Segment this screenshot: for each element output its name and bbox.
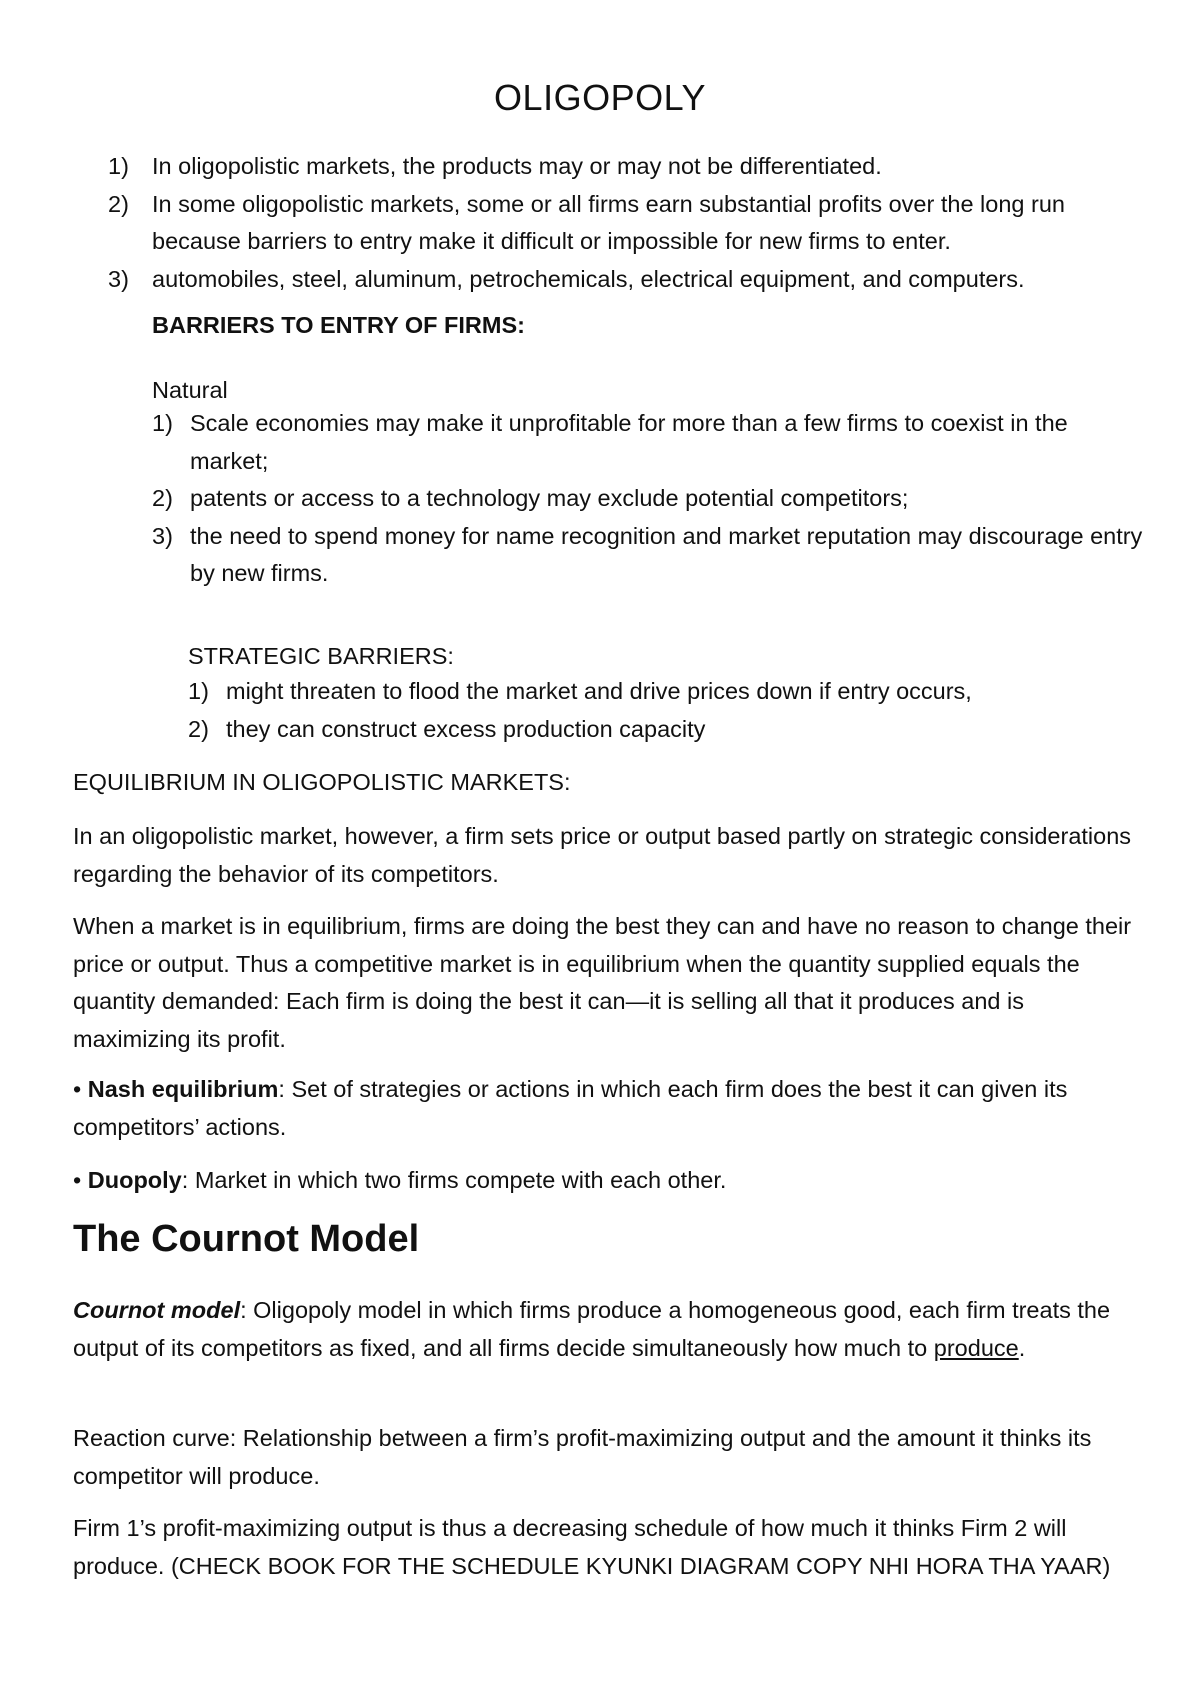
list-item: [152, 480, 1152, 518]
list-number: 1): [152, 410, 173, 436]
bullet: •: [73, 1076, 88, 1102]
list-item: [188, 673, 1138, 711]
list-number: 2): [188, 715, 209, 742]
barriers-heading: BARRIERS TO ENTRY OF FIRMS:: [152, 312, 525, 338]
list-text: they can construct excess production capacity: [226, 715, 706, 742]
list-item: [108, 261, 1138, 299]
list-item: [108, 186, 1138, 261]
definition-end: .: [1018, 1334, 1026, 1361]
term-cournot-model: Cournot model: [73, 1297, 241, 1323]
strategic-label: STRATEGIC BARRIERS:: [188, 643, 454, 669]
list-number: 3): [152, 522, 173, 549]
list-text: In some oligopolistic markets, some or all firms earn substantial profits over the long run because barriers to entry make it difficult or impossible for new firms to enter.: [152, 190, 1065, 254]
list-number: 1): [188, 678, 209, 704]
intro-list: [108, 148, 1138, 298]
natural-barriers-list: [152, 405, 1152, 593]
strategic-barriers-list: [188, 673, 1138, 748]
list-number: 2): [108, 190, 129, 217]
underlined-word: produce: [933, 1334, 1019, 1361]
duopoly-definition: [73, 1162, 1143, 1200]
cournot-heading: The Cournot Model: [73, 1218, 420, 1260]
equilibrium-heading: EQUILIBRIUM IN OLIGOPOLISTIC MARKETS:: [73, 769, 571, 795]
page-title: OLIGOPOLY: [494, 77, 706, 118]
firm1-paragraph: Firm 1’s profit-maximizing output is thus a decreasing schedule of how much it thinks Firm 2 will produce. (CHECK BOOK FOR THE SCHEDULE KYUNKI DIAGRAM COPY NHI HORA THA YAAR): [73, 1515, 1111, 1579]
list-item: [152, 518, 1152, 593]
cournot-model-definition: [73, 1292, 1143, 1367]
list-item: [188, 711, 1138, 749]
definition-text: : Oligopoly model in which firms produce a homogeneous good, each firm treats the output of its competitors as fixed, and all firms decide simultaneously how much to: [73, 1297, 1111, 1361]
definition-text: : Set of strategies or actions in which each firm does the best it can given its competitors’ actions.: [73, 1076, 1068, 1140]
list-text: automobiles, steel, aluminum, petrochemicals, electrical equipment, and computers.: [152, 265, 1025, 292]
list-number: 3): [108, 265, 129, 292]
natural-label: Natural: [152, 377, 228, 403]
list-number: 2): [152, 485, 173, 511]
term-nash-equilibrium: Nash equilibrium: [87, 1076, 279, 1102]
equilibrium-paragraph-1: In an oligopolistic market, however, a firm sets price or output based partly on strategic considerations regarding the behavior of its competitors.: [73, 823, 1132, 887]
list-number: 1): [108, 153, 129, 179]
list-text: Scale economies may make it unprofitable for more than a few firms to coexist in the market;: [190, 410, 1068, 474]
list-text: the need to spend money for name recognition and market reputation may discourage entry by new firms.: [190, 522, 1143, 586]
definition-text: : Market in which two firms compete with each other.: [181, 1167, 727, 1193]
reaction-curve-definition: Reaction curve: Relationship between a firm’s profit-maximizing output and the amount it thinks its competitor will produce.: [73, 1425, 1092, 1489]
list-text: In oligopolistic markets, the products may or may not be differentiated.: [152, 153, 882, 179]
term-duopoly: Duopoly: [87, 1167, 182, 1193]
list-text: patents or access to a technology may exclude potential competitors;: [190, 485, 909, 511]
nash-equilibrium-definition: [73, 1071, 1143, 1146]
list-item: [152, 405, 1152, 480]
bullet: •: [73, 1167, 88, 1193]
list-item: [108, 148, 1138, 186]
equilibrium-paragraph-2: When a market is in equilibrium, firms are doing the best they can and have no reason to change their price or output. Thus a competitive market is in equilibrium when the quantity supplied equals the quantity demanded: Each firm is doing the best it can—it is selling all that it produces and is maximizing its profit.: [73, 913, 1132, 1052]
list-text: might threaten to flood the market and drive prices down if entry occurs,: [226, 678, 972, 704]
